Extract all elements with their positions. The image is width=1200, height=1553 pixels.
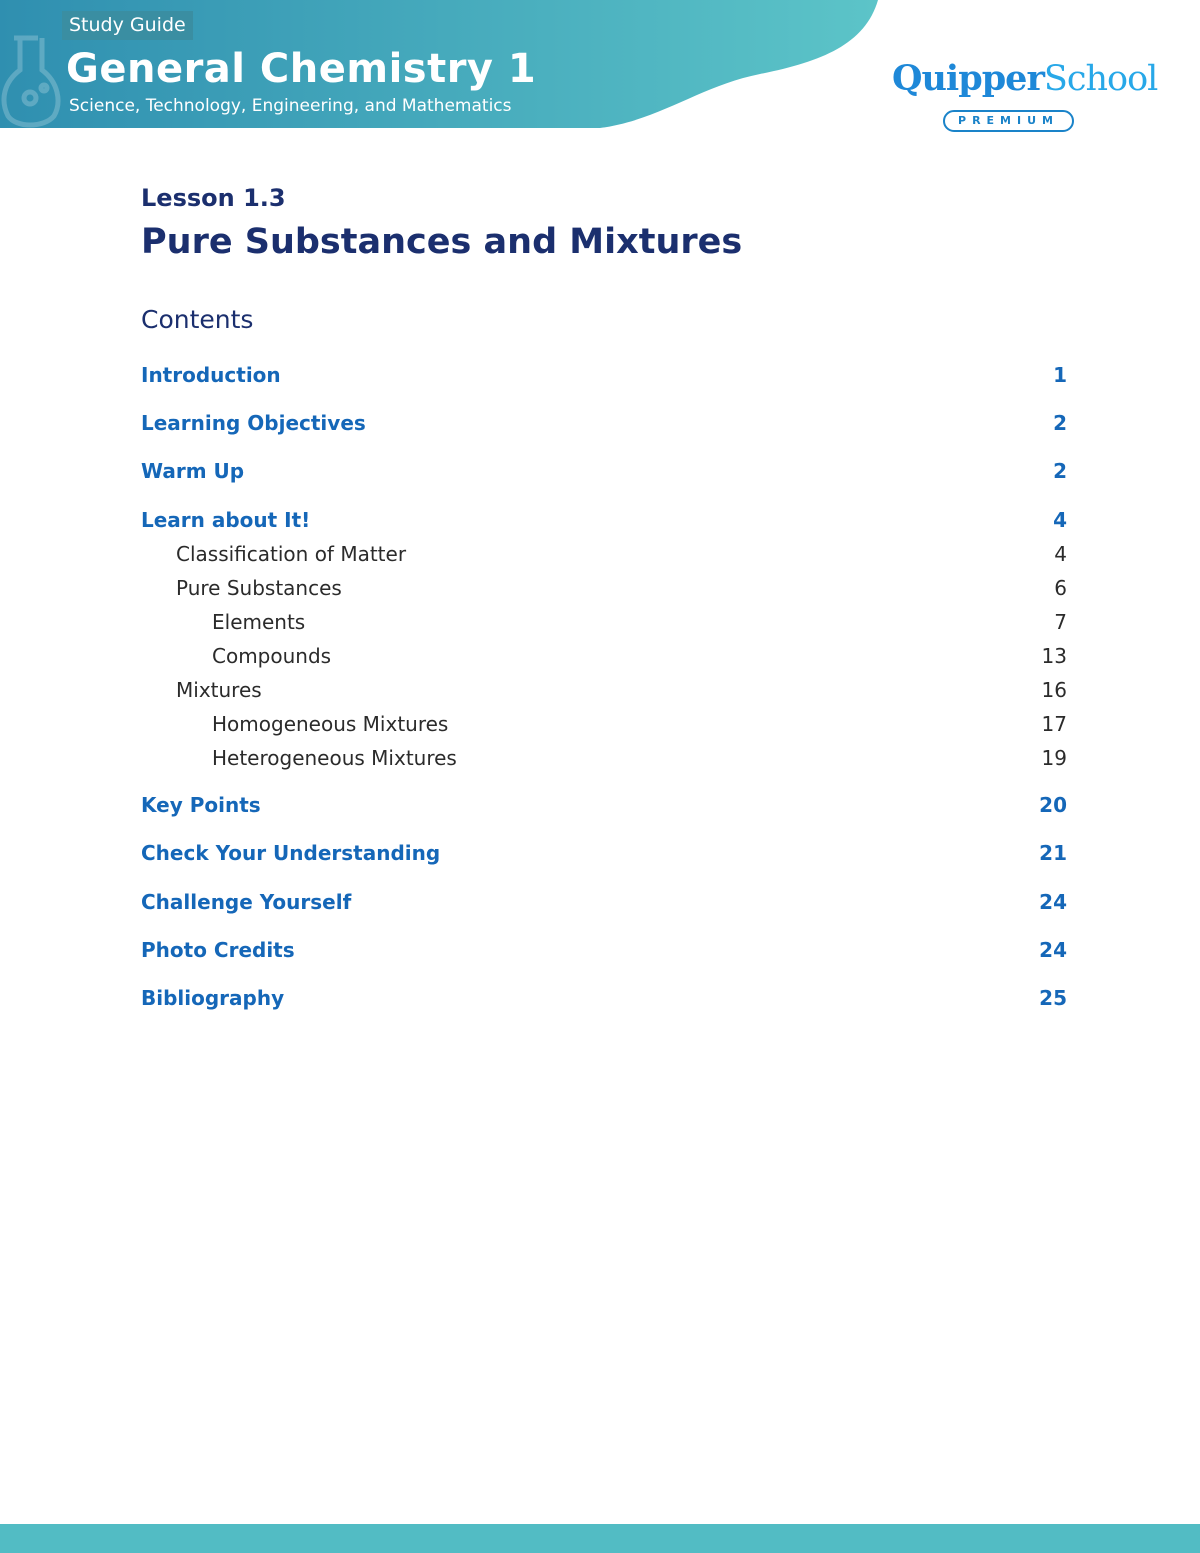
toc-item-page: 4: [1053, 508, 1067, 532]
strand-subtitle: Science, Technology, Engineering, and Mathematics: [69, 96, 512, 116]
toc-item-page: 4: [1054, 542, 1067, 566]
toc-item-photo-credits[interactable]: [141, 938, 1069, 962]
toc-item-bibliography[interactable]: [141, 986, 1069, 1010]
toc-item-learning-objectives[interactable]: [141, 411, 1069, 435]
toc-item-label: Mixtures: [176, 678, 262, 702]
toc-item-check-your-understanding[interactable]: [141, 841, 1069, 865]
toc-item-page: 2: [1053, 459, 1067, 483]
toc-item-label: Compounds: [212, 644, 332, 668]
toc-item-classification-of-matter[interactable]: [141, 542, 1069, 566]
toc-item-label: Classification of Matter: [176, 542, 407, 566]
toc-item-page: 19: [1041, 746, 1067, 770]
flask-icon: [0, 30, 70, 130]
course-title: General Chemistry 1: [66, 46, 537, 92]
toc-item-introduction[interactable]: [141, 363, 1069, 387]
toc-item-page: 2: [1053, 411, 1067, 435]
toc-item-label: Pure Substances: [176, 576, 342, 600]
toc-item-page: 20: [1039, 793, 1067, 817]
toc-item-label: Learning Objectives: [141, 411, 366, 435]
contents-heading: Contents: [141, 305, 254, 334]
footer-bar: [0, 1524, 1200, 1553]
toc-item-page: 25: [1039, 986, 1067, 1010]
logo-school: School: [1043, 59, 1158, 99]
toc-item-label: Photo Credits: [141, 938, 295, 962]
table-of-contents: [141, 0, 1069, 1553]
toc-item-label: Homogeneous Mixtures: [212, 712, 449, 736]
toc-item-page: 24: [1039, 890, 1067, 914]
toc-item-label: Challenge Yourself: [141, 890, 352, 914]
toc-item-label: Bibliography: [141, 986, 285, 1010]
toc-item-page: 17: [1041, 712, 1067, 736]
toc-item-page: 6: [1054, 576, 1067, 600]
toc-item-learn-about-it[interactable]: [141, 508, 1069, 532]
toc-item-label: Key Points: [141, 793, 261, 817]
study-guide-badge: Study Guide: [62, 11, 193, 40]
premium-tag: PREMIUM: [943, 110, 1074, 132]
toc-item-label: Warm Up: [141, 459, 245, 483]
toc-item-elements[interactable]: [141, 610, 1069, 634]
toc-item-warm-up[interactable]: [141, 459, 1069, 483]
toc-item-compounds[interactable]: [141, 644, 1069, 668]
toc-item-label: Heterogeneous Mixtures: [212, 746, 457, 770]
toc-item-page: 16: [1041, 678, 1067, 702]
lesson-number: Lesson 1.3: [141, 184, 286, 212]
toc-item-page: 13: [1041, 644, 1067, 668]
toc-item-page: 7: [1054, 610, 1067, 634]
toc-item-page: 24: [1039, 938, 1067, 962]
toc-item-homogeneous-mixtures[interactable]: [141, 712, 1069, 736]
toc-item-label: Learn about It!: [141, 508, 311, 532]
toc-item-pure-substances[interactable]: [141, 576, 1069, 600]
toc-item-label: Elements: [212, 610, 306, 634]
toc-item-mixtures[interactable]: [141, 678, 1069, 702]
lesson-title: Pure Substances and Mixtures: [141, 222, 743, 262]
toc-item-label: Introduction: [141, 363, 281, 387]
toc-item-challenge-yourself[interactable]: [141, 890, 1069, 914]
toc-item-label: Check Your Understanding: [141, 841, 441, 865]
logo-quipper: Quipper: [892, 58, 1044, 99]
toc-item-heterogeneous-mixtures[interactable]: [141, 746, 1069, 770]
toc-item-page: 1: [1053, 363, 1067, 387]
toc-item-key-points[interactable]: [141, 793, 1069, 817]
toc-item-page: 21: [1039, 841, 1067, 865]
